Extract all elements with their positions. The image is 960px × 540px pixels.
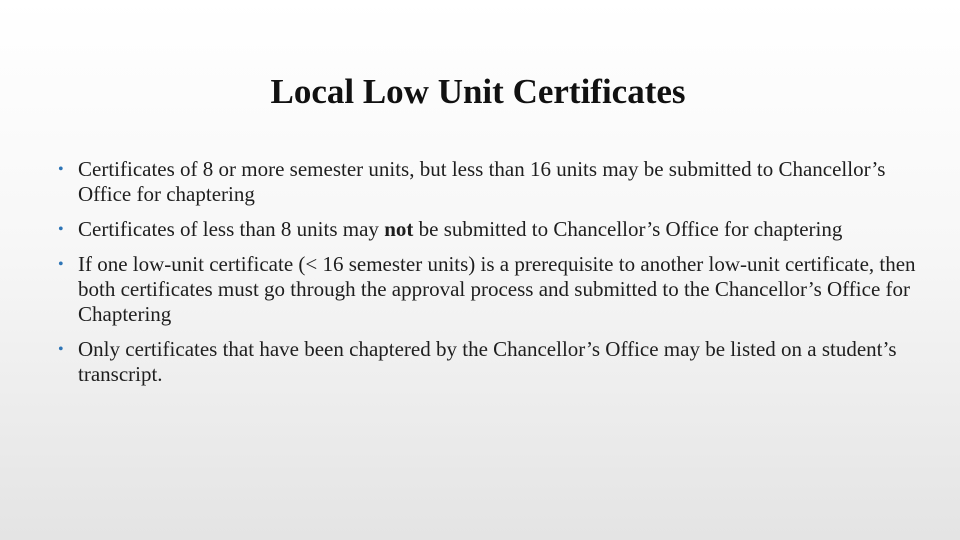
bullet-item — [56, 217, 916, 242]
bullet-item — [56, 157, 916, 207]
bullet-point-icon: • — [58, 256, 64, 273]
bullet-text — [78, 217, 842, 241]
bullet-text: Only certificates that have been chaptered by the Chancellor’s Office may be listed on a student’s transcript. — [78, 337, 897, 386]
bullet-item — [56, 337, 916, 387]
bullet-list — [56, 157, 916, 397]
bullet-item — [56, 252, 916, 327]
bullet-text-after: be submitted to Chancellor’s Office for chaptering — [413, 217, 843, 241]
bullet-point-icon: • — [58, 341, 64, 358]
bullet-emphasis: not — [384, 217, 414, 241]
bullet-point-icon: • — [58, 221, 64, 238]
bullet-text: If one low-unit certificate (< 16 semester units) is a prerequisite to another low-unit certificate, then both certificates must go through the approval process and submitted to the Chancellor’s Office for Chaptering — [78, 252, 916, 326]
bullet-point-icon: • — [58, 161, 64, 178]
bullet-text: Certificates of 8 or more semester units, but less than 16 units may be submitted to Chancellor’s Office for chaptering — [78, 157, 886, 206]
bullet-text-before: Certificates of less than 8 units may — [78, 217, 385, 241]
slide-title: Local Low Unit Certificates — [270, 72, 686, 111]
